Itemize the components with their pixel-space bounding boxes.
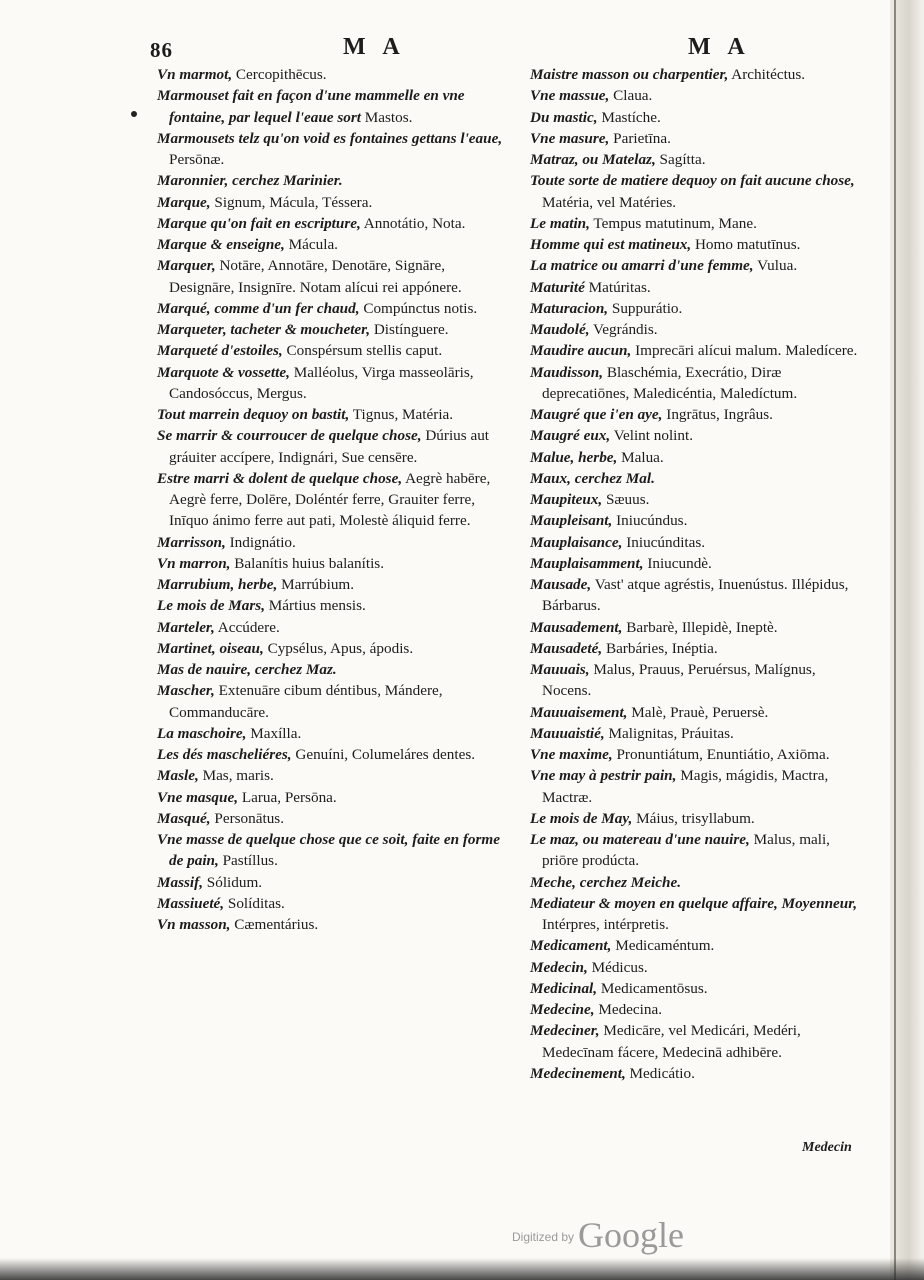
dictionary-entry	[157, 787, 512, 808]
dictionary-entry	[530, 64, 860, 85]
entry-latin-gloss: Iniucúnditas.	[622, 533, 706, 551]
entry-headword: Mausade,	[530, 576, 592, 593]
dictionary-entry	[157, 319, 512, 340]
entry-headword: Mauuais,	[530, 661, 590, 678]
dictionary-entry	[157, 532, 512, 553]
entry-headword: Vne masse de quelque chose que ce soit, faite en forme de pain,	[157, 831, 500, 870]
entry-headword: La matrice ou amarri d'une femme,	[530, 257, 754, 275]
dictionary-entry	[530, 829, 860, 872]
dictionary-entry	[157, 404, 512, 425]
entry-headword: Medeciner,	[530, 1022, 600, 1040]
entry-headword: Les dés mascheliéres,	[157, 746, 292, 763]
entry-latin-gloss: Mártius mensis.	[265, 597, 366, 615]
entry-headword: Maupiteux,	[530, 491, 603, 508]
entry-headword: Medicinal,	[530, 979, 598, 997]
dictionary-entry	[530, 957, 860, 978]
entry-latin-gloss: Marrúbium.	[277, 576, 355, 593]
entry-latin-gloss: Conspérsum stellis caput.	[282, 342, 443, 360]
digitized-watermark	[512, 1214, 684, 1256]
entry-headword: Mauplaisance,	[530, 533, 623, 551]
entry-headword: Marque qu'on fait en escripture,	[157, 214, 361, 232]
dictionary-entry	[157, 64, 512, 85]
entry-headword: Medicament,	[530, 937, 612, 955]
entry-latin-gloss: Barbarè, Illepidè, Ineptè.	[622, 618, 778, 636]
entry-latin-gloss: Balanítis huius balanítis.	[230, 554, 385, 572]
entry-latin-gloss: Iniucúndus.	[612, 512, 688, 530]
entry-headword: Maux, cerchez Mal.	[530, 469, 655, 487]
entry-headword: Maudire aucun,	[530, 342, 632, 360]
dictionary-entry	[157, 128, 512, 171]
entry-latin-gloss: Mácula.	[284, 236, 338, 253]
entry-headword: La maschoire,	[157, 724, 247, 742]
entry-latin-gloss: Tempus matutinum, Mane.	[589, 214, 757, 232]
dictionary-entry	[530, 319, 860, 340]
entry-headword: Vne maxime,	[530, 746, 613, 763]
dictionary-entry	[530, 553, 860, 574]
entry-headword: Marque & enseigne,	[157, 236, 285, 253]
entry-latin-gloss: Intérpres, intérpretis.	[542, 916, 669, 933]
dictionary-entry	[157, 723, 512, 744]
entry-latin-gloss: Tignus, Matéria.	[349, 406, 454, 423]
entry-headword: Massif,	[157, 873, 203, 891]
entry-latin-gloss: Mas, maris.	[198, 767, 274, 785]
entry-latin-gloss: Malus, mali, priōre prodúcta.	[542, 831, 830, 870]
dictionary-entry	[530, 935, 860, 956]
entry-headword: Vn marron,	[157, 554, 231, 572]
entry-headword: Marque,	[157, 193, 211, 211]
dictionary-entry	[530, 638, 860, 659]
entry-latin-gloss: Annotátio, Nota.	[360, 214, 466, 232]
page-number: 86	[150, 38, 173, 62]
dictionary-entry	[530, 659, 860, 702]
dictionary-entry	[530, 808, 860, 829]
entry-latin-gloss: Máius, trisyllabum.	[632, 809, 755, 827]
dictionary-entry	[157, 298, 512, 319]
entry-headword: Matraz, ou Matelaz,	[530, 151, 656, 168]
entry-headword: Maugré que i'en aye,	[530, 406, 663, 423]
dictionary-entry	[157, 425, 512, 468]
entry-latin-gloss: Cercopithēcus.	[232, 66, 327, 83]
entry-latin-gloss: Dúrius aut gráuiter accípere, Indignári, Sue censēre.	[169, 427, 490, 466]
dictionary-entry	[530, 510, 860, 531]
entry-headword: Maturité	[530, 278, 585, 296]
entry-headword: Mediateur & moyen en quelque affaire, Moyenneur,	[530, 894, 858, 912]
entry-latin-gloss: Parietīna.	[609, 129, 671, 147]
entry-headword: Marteler,	[157, 618, 215, 636]
dictionary-entry	[157, 829, 512, 872]
entry-latin-gloss: Iniucundè.	[643, 554, 712, 572]
entry-latin-gloss: Barbáries, Inéptia.	[602, 639, 718, 657]
dictionary-entry	[157, 192, 512, 213]
entry-headword: Mauuaistié,	[530, 724, 605, 742]
margin-ink-dot	[131, 111, 137, 117]
entry-latin-gloss: Matéria, vel Matéries.	[542, 193, 677, 211]
entry-headword: Malue, herbe,	[530, 448, 618, 466]
entry-latin-gloss: Vulua.	[753, 257, 798, 275]
watermark-prefix: Digitized by	[512, 1230, 575, 1244]
entry-headword: Marmouset fait en façon d'une mammelle en vne fontaine, par lequel l'eaue sort	[157, 87, 465, 126]
entry-headword: Maronnier, cerchez Marinier.	[157, 172, 343, 190]
entry-headword: Maudolé,	[530, 321, 590, 338]
dictionary-entry	[157, 234, 512, 255]
dictionary-entry	[157, 914, 512, 935]
entry-headword: Marqueter, tacheter & moucheter,	[157, 321, 371, 338]
entry-latin-gloss: Matúritas.	[584, 278, 651, 296]
dictionary-entry	[530, 744, 860, 765]
entry-headword: Massiueté,	[157, 894, 225, 912]
entry-latin-gloss: Indignátio.	[225, 533, 296, 551]
dictionary-entry	[530, 362, 860, 405]
entry-latin-gloss: Cypsélus, Apus, ápodis.	[263, 639, 414, 657]
entry-headword: Maudisson,	[530, 363, 604, 381]
entry-headword: Le maz, ou matereau d'une nauire,	[530, 831, 750, 848]
entry-latin-gloss: Cæmentárius.	[230, 916, 319, 933]
dictionary-entry	[157, 659, 512, 680]
dictionary-entry	[157, 213, 512, 234]
entry-latin-gloss: Architéctus.	[728, 66, 806, 83]
entry-headword: Marrisson,	[157, 533, 226, 551]
entry-headword: Vne may à pestrir pain,	[530, 767, 677, 785]
entry-headword: Vne masure,	[530, 129, 610, 147]
entry-headword: Vn marmot,	[157, 66, 233, 83]
entry-headword: Mauplaisamment,	[530, 554, 644, 572]
entry-latin-gloss: Pronuntiátum, Enuntiátio, Axiōma.	[612, 746, 830, 763]
dictionary-entry	[157, 638, 512, 659]
dictionary-entry	[530, 404, 860, 425]
entry-latin-gloss: Magis, mágidis, Mactra, Mactræ.	[542, 767, 829, 806]
entry-latin-gloss: Malléolus, Virga masseolāris, Candosóccus, Mergus.	[169, 363, 474, 402]
entry-latin-gloss: Vast' atque agréstis, Inuenústus. Illépidus, Bárbarus.	[542, 576, 849, 615]
entry-headword: Mas de nauire, cerchez Maz.	[157, 661, 337, 678]
entry-latin-gloss: Compúnctus notis.	[359, 299, 478, 317]
entry-latin-gloss: Maxílla.	[246, 724, 302, 742]
dictionary-entry	[530, 170, 860, 213]
dictionary-entry	[157, 553, 512, 574]
running-head-left: M A	[343, 34, 406, 60]
entry-latin-gloss: Vegrándis.	[589, 321, 658, 338]
entry-headword: Masqué,	[157, 809, 211, 827]
entry-latin-gloss: Pastíllus.	[218, 852, 278, 870]
entry-latin-gloss: Médicus.	[587, 958, 648, 976]
entry-headword: Vn masson,	[157, 916, 231, 933]
dictionary-entry	[530, 702, 860, 723]
dictionary-entry	[157, 617, 512, 638]
entry-latin-gloss: Malignitas, Práuitas.	[604, 724, 734, 742]
dictionary-entry	[157, 744, 512, 765]
dictionary-entry	[157, 340, 512, 361]
dictionary-entry	[157, 595, 512, 616]
entry-latin-gloss: Ingrātus, Ingrâus.	[662, 406, 773, 423]
entry-headword: Tout marrein dequoy on bastit,	[157, 406, 350, 423]
dictionary-entry	[530, 893, 860, 936]
dictionary-entry	[530, 447, 860, 468]
entry-latin-gloss: Solíditas.	[224, 894, 285, 912]
entry-headword: Masle,	[157, 767, 199, 785]
dictionary-entry	[530, 149, 860, 170]
dictionary-entry	[530, 999, 860, 1020]
entry-latin-gloss: Suppurátio.	[608, 299, 683, 317]
dictionary-entry	[530, 617, 860, 638]
entry-headword: Meche, cerchez Meiche.	[530, 873, 681, 891]
entry-latin-gloss: Persōnæ.	[169, 151, 225, 168]
entry-latin-gloss: Notāre, Annotāre, Denotāre, Signāre, Designāre, Insignīre. Notam alícui rei appónere.	[169, 257, 462, 296]
dictionary-entry	[157, 362, 512, 405]
dictionary-entry	[530, 489, 860, 510]
entry-headword: Marqueté d'estoiles,	[157, 342, 283, 360]
entry-headword: Homme qui est matineux,	[530, 236, 692, 253]
dictionary-entry	[157, 574, 512, 595]
entry-latin-gloss: Personātus.	[210, 809, 284, 827]
entry-latin-gloss: Sæuus.	[602, 491, 650, 508]
entry-latin-gloss: Distínguere.	[370, 321, 449, 338]
entry-latin-gloss: Sólidum.	[203, 873, 263, 891]
entry-latin-gloss: Accúdere.	[214, 618, 280, 636]
dictionary-entry	[530, 277, 860, 298]
dictionary-entry	[530, 85, 860, 106]
right-column	[530, 64, 860, 1084]
dictionary-entry	[157, 85, 512, 128]
entry-latin-gloss: Malus, Prauus, Peruérsus, Malígnus, Nocens.	[542, 661, 816, 700]
dictionary-entry	[530, 425, 860, 446]
entry-headword: Vne masque,	[157, 788, 239, 806]
entry-latin-gloss: Aegrè habēre, Aegrè ferre, Dolēre, Doléntér ferre, Grauiter ferre, Inīquo ánimo ferre aut pati, Molestè áliquid ferre.	[169, 469, 491, 530]
entry-headword: Estre marri & dolent de quelque chose,	[157, 469, 403, 487]
dictionary-entry	[530, 255, 860, 276]
scan-bottom-shadow	[0, 1258, 924, 1280]
dictionary-entry	[157, 170, 512, 191]
dictionary-entry	[157, 468, 512, 532]
entry-headword: Marquote & vossette,	[157, 363, 290, 381]
entry-latin-gloss: Mastos.	[360, 108, 413, 126]
dictionary-entry	[530, 340, 860, 361]
dictionary-entry	[530, 213, 860, 234]
entry-headword: Maistre masson ou charpentier,	[530, 66, 729, 83]
entry-latin-gloss: Extenuāre cibum déntibus, Mándere, Commanducāre.	[169, 682, 443, 721]
entry-headword: Mausadeté,	[530, 639, 603, 657]
dictionary-entry	[530, 574, 860, 617]
dictionary-entry	[530, 532, 860, 553]
entry-headword: Du mastic,	[530, 108, 598, 126]
entry-latin-gloss: Claua.	[609, 87, 653, 105]
dictionary-entry	[157, 872, 512, 893]
entry-headword: Marrubium, herbe,	[157, 576, 278, 593]
entry-latin-gloss: Imprecāri alícui malum. Maledícere.	[631, 342, 858, 360]
entry-headword: Se marrir & courroucer de quelque chose,	[157, 427, 422, 445]
page-edge-line	[894, 0, 896, 1280]
entry-headword: Marmousets telz qu'on void es fontaines gettans l'eaue,	[157, 129, 503, 147]
entry-headword: Medecine,	[530, 1001, 595, 1018]
dictionary-entry	[530, 298, 860, 319]
entry-headword: Martinet, oiseau,	[157, 639, 264, 657]
entry-headword: Le mois de May,	[530, 809, 633, 827]
dictionary-entry	[157, 808, 512, 829]
entry-headword: Maturacion,	[530, 299, 609, 317]
dictionary-entry	[157, 680, 512, 723]
watermark-brand: Google	[578, 1215, 685, 1255]
dictionary-entry	[530, 765, 860, 808]
dictionary-entry	[530, 1020, 860, 1063]
entry-latin-gloss: Signum, Mácula, Téssera.	[210, 193, 373, 211]
entry-latin-gloss: Medicátio.	[625, 1064, 695, 1082]
entry-headword: Medecinement,	[530, 1064, 626, 1082]
entry-headword: Maupleisant,	[530, 512, 613, 530]
entry-latin-gloss: Medicamentōsus.	[597, 979, 708, 997]
dictionary-entry	[157, 765, 512, 786]
dictionary-entry	[530, 107, 860, 128]
entry-latin-gloss: Blaschémia, Execrátio, Diræ deprecatiōnes, Maledicéntia, Maledíctum.	[542, 363, 798, 402]
entry-latin-gloss: Genuíni, Columeláres dentes.	[291, 746, 476, 763]
entry-latin-gloss: Sagítta.	[655, 151, 706, 168]
running-head-right: M A	[688, 34, 751, 60]
entry-headword: Mascher,	[157, 682, 215, 700]
dictionary-entry	[530, 128, 860, 149]
dictionary-entry	[530, 872, 860, 893]
entry-latin-gloss: Malè, Prauè, Peruersè.	[627, 703, 769, 721]
entry-headword: Mausadement,	[530, 618, 623, 636]
entry-headword: Toute sorte de matiere dequoy on fait aucune chose,	[530, 172, 855, 190]
entry-headword: Le mois de Mars,	[157, 597, 265, 615]
entry-latin-gloss: Medecina.	[594, 1001, 662, 1018]
entry-latin-gloss: Larua, Persōna.	[238, 788, 337, 806]
entry-latin-gloss: Medicaméntum.	[611, 937, 715, 955]
entry-latin-gloss: Malua.	[617, 448, 664, 466]
left-column	[157, 64, 512, 935]
entry-headword: Marqué, comme d'un fer chaud,	[157, 299, 360, 317]
entry-latin-gloss: Medicāre, vel Medicári, Medéri, Medecīnam fácere, Medecinā adhibēre.	[542, 1022, 801, 1061]
entry-latin-gloss: Mastíche.	[597, 108, 661, 126]
entry-headword: Le matin,	[530, 214, 590, 232]
entry-headword: Vne massue,	[530, 87, 610, 105]
catchword: Medecin	[802, 1140, 852, 1155]
dictionary-entry	[530, 723, 860, 744]
entry-latin-gloss: Homo matutīnus.	[691, 236, 801, 253]
entry-headword: Mauuaisement,	[530, 703, 628, 721]
dictionary-entry	[530, 468, 860, 489]
entry-headword: Marquer,	[157, 257, 216, 275]
dictionary-entry	[530, 978, 860, 999]
entry-headword: Maugré eux,	[530, 427, 611, 445]
dictionary-entry	[530, 1063, 860, 1084]
dictionary-entry	[157, 255, 512, 298]
dictionary-entry	[157, 893, 512, 914]
dictionary-entry	[530, 234, 860, 255]
entry-headword: Medecin,	[530, 958, 588, 976]
entry-latin-gloss: Velint nolint.	[610, 427, 694, 445]
